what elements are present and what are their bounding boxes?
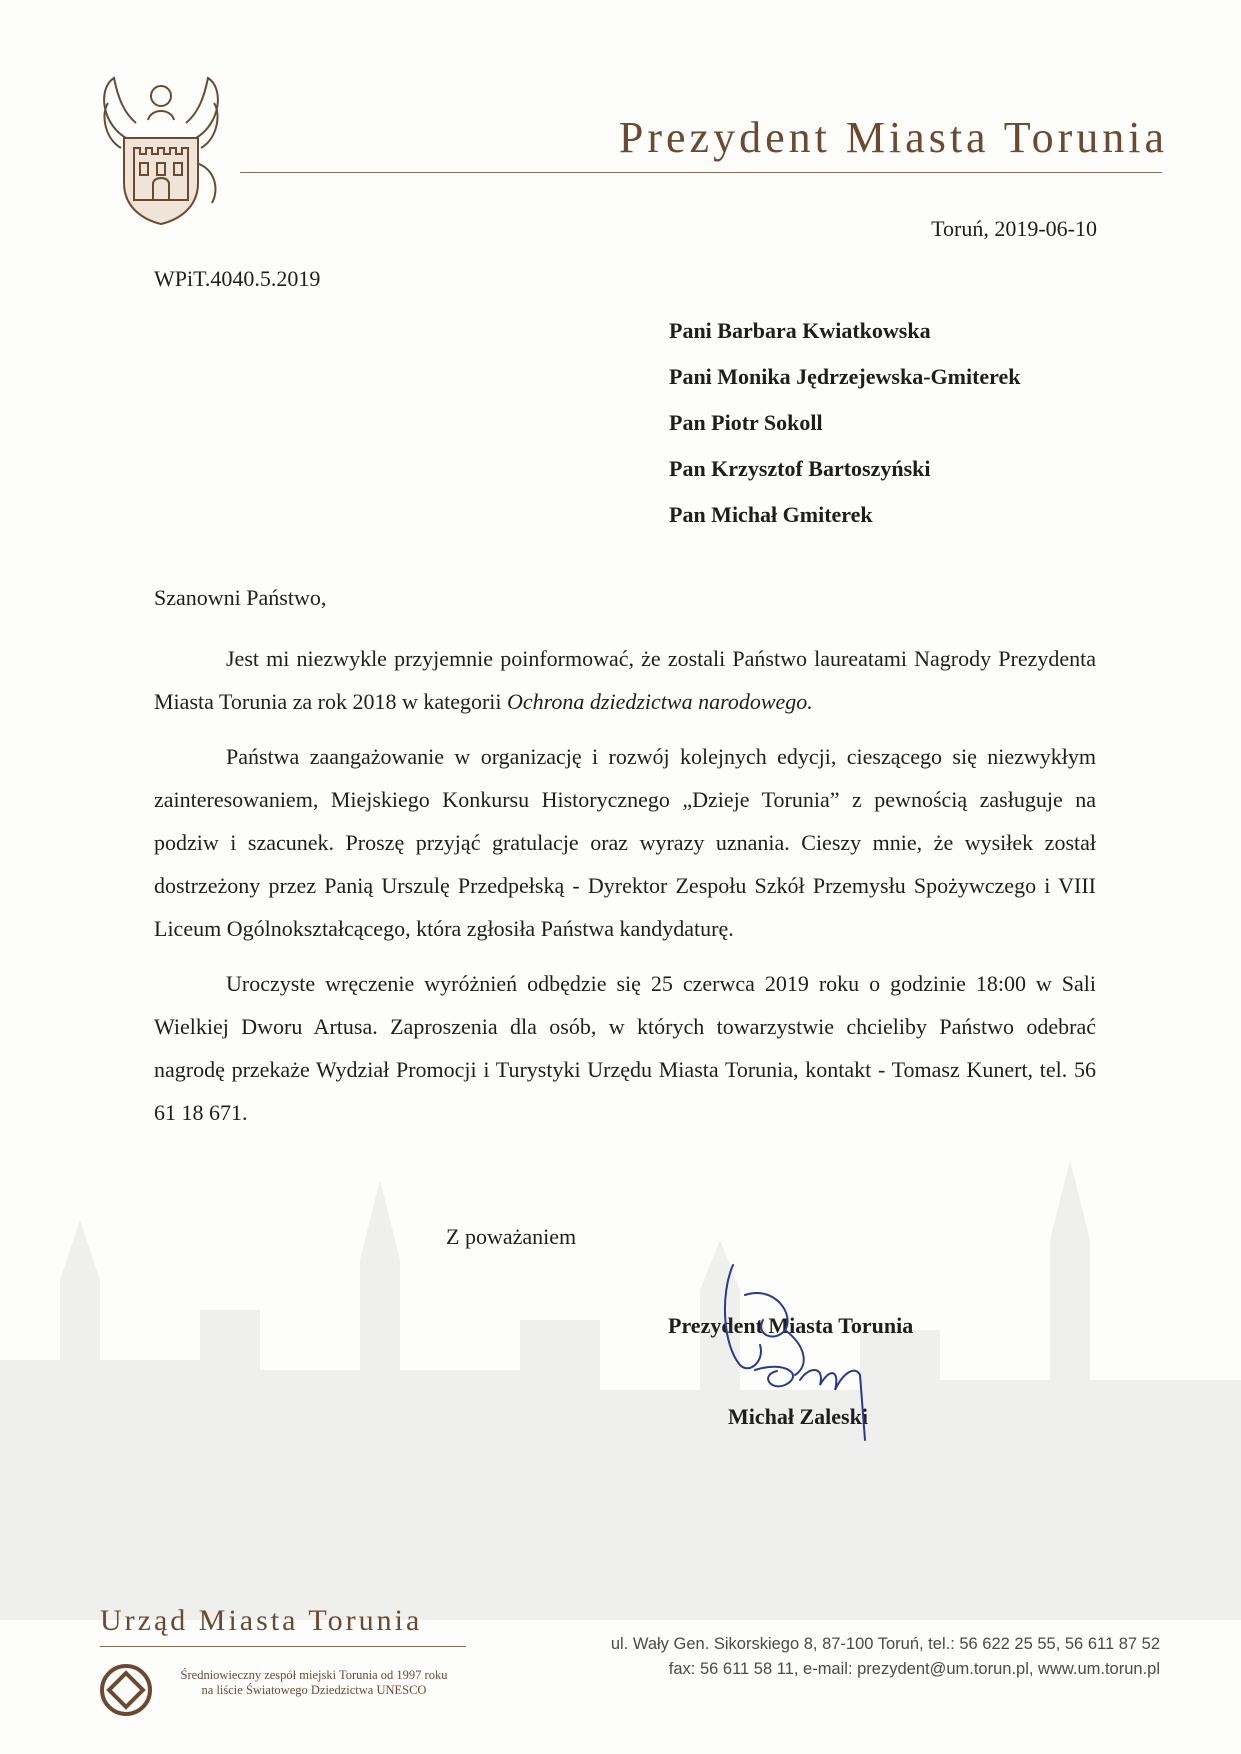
recipient: Pani Barbara Kwiatkowska xyxy=(669,318,931,343)
signatory-office: Prezydent Miasta Torunia xyxy=(668,1313,914,1338)
contact-info xyxy=(520,1632,1160,1682)
recipient: Pani Monika Jędrzejewska-Gmiterek xyxy=(669,364,1021,389)
footer-divider xyxy=(100,1646,466,1647)
paragraph-award xyxy=(154,637,1096,723)
recipient: Pan Krzysztof Bartoszyński xyxy=(669,456,931,481)
letter-body xyxy=(154,637,1096,1146)
office-address: ul. Wały Gen. Sikorskiego 8, 87-100 Toruń, tel.: 56 622 25 55, 56 611 87 52 xyxy=(610,1635,1160,1653)
recipient: Pan Michał Gmiterek xyxy=(669,502,873,527)
footer-office-title: Urząd Miasta Torunia xyxy=(100,1604,423,1637)
unesco-note: Średniowieczny zespół miejski Torunia od 1997 roku na liście Światowego Dziedzictwa UNESCO xyxy=(180,1668,448,1697)
salutation: Szanowni Państwo, xyxy=(154,585,327,610)
award-text: Jest mi niezwykle przyjemnie poinformować, że zostali Państwo laureatami Nagrody Prezydenta Miasta Torunia za rok 2018 w kategorii xyxy=(154,646,1096,714)
reference-number: WPiT.4040.5.2019 xyxy=(154,266,321,291)
closing-regards: Z poważaniem xyxy=(446,1224,577,1249)
paragraph-commendation: Państwa zaangażowanie w organizację i rozwój kolejnych edycji, cieszącego się niezwykłym zainteresowaniem, Miejskiego Konkursu Historycznego „Dzieje Torunia” z pewnością zasługuje na podziw i szacunek. Proszę przyjąć gratulacje oraz wyrazy uznania. Cieszy mnie, że wysiłek został dostrzeżony przez Panią Urszulę Przedpełską - Dyrektor Zespołu Szkół Przemysłu Spożywczego i VIII Liceum Ogólnokształcącego, która zgłosiła Państwa kandydaturę. xyxy=(154,744,1096,941)
office-contact: fax: 56 611 58 11, e-mail: prezydent@um.torun.pl, www.um.torun.pl xyxy=(668,1660,1160,1678)
letterhead-title: Prezydent Miasta Torunia xyxy=(618,113,1168,162)
recipient: Pan Piotr Sokoll xyxy=(669,410,823,435)
torun-coat-of-arms-icon xyxy=(96,68,226,228)
recipient-list xyxy=(669,318,1021,548)
unesco-heritage-icon xyxy=(96,1660,156,1720)
paragraph-ceremony: Uroczyste wręczenie wyróżnień odbędzie się 25 czerwca 2019 roku o godzinie 18:00 w Sali Wielkiej Dworu Artusa. Zaproszenia dla osób, w których towarzystwie chcieliby Państwo odebrać nagrodę przekaże Wydział Promocji i Turystyki Urzędu Miasta Torunia, kontakt - Tomasz Kunert, tel. 56 61 18 671. xyxy=(154,971,1096,1125)
header-divider xyxy=(240,172,1162,173)
award-category: Ochrona dziedzictwa narodowego. xyxy=(507,689,813,714)
signatory-name: Michał Zaleski xyxy=(728,1404,868,1429)
handwritten-signature xyxy=(715,1255,885,1455)
letter-date: Toruń, 2019-06-10 xyxy=(931,216,1097,241)
